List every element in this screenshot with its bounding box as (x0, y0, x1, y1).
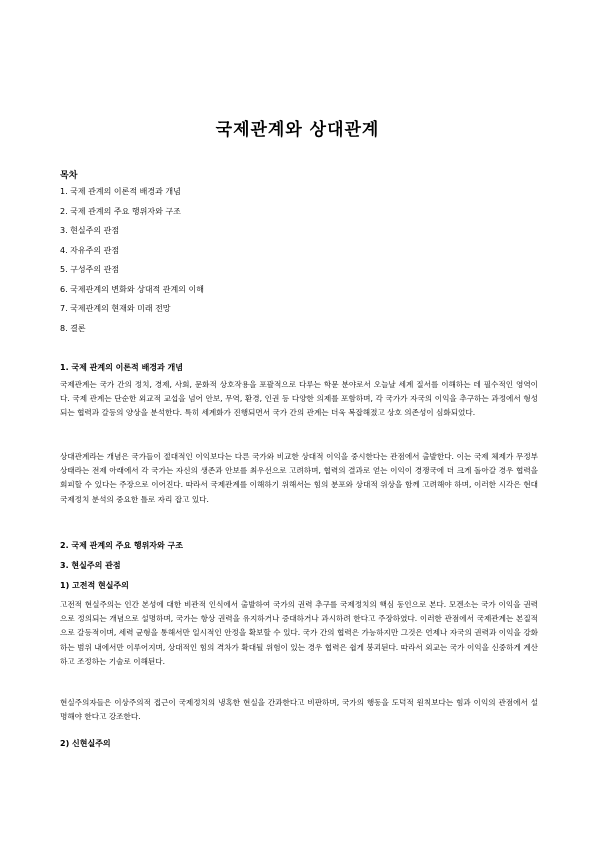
toc-item: 5. 구성주의 관점 (60, 265, 120, 274)
section-heading: 2. 국제 관계의 주요 행위자와 구조 (60, 541, 183, 550)
body-paragraph: 상대관계라는 개념은 국가들이 절대적인 이익보다는 다른 국가와 비교한 상대적 이익을 중시한다는 관점에서 출발한다. 이는 국제 체제가 무정부 상태라는 전제 아래에서 각 국가는 자신의 생존과 안보를 최우선으로 고려하며, 협력의 결과로 얻는 이익이 경쟁국에 더 크게 돌아갈 경우 협력을 회피할 수 있다는 주장으로 이어진다. 따라서 국제관계를 이해하기 위해서는 힘의 분포와 상대적 위상을 함께 고려해야 하며, 이러한 시각은 현대 국제정치 분석의 중요한 틀로 자리 잡고 있다. (60, 452, 538, 504)
toc-item: 2. 국제 관계의 주요 행위자와 구조 (60, 206, 181, 216)
toc-item: 8. 결론 (60, 323, 86, 333)
toc-heading: 목차 (60, 171, 78, 181)
toc-item: 7. 국제관계의 현재와 미래 전망 (60, 304, 171, 313)
toc-item: 1. 국제 관계의 이론적 배경과 개념 (60, 187, 181, 196)
section-heading: 3. 현실주의 관점 (60, 561, 121, 570)
toc-item: 3. 현실주의 관점 (60, 226, 120, 235)
section-heading: 1. 국제 관계의 이론적 배경과 개념 (60, 363, 183, 372)
body-paragraph: 현실주의자들은 이상주의적 접근이 국제정치의 냉혹한 현실을 간과한다고 비판하며, 국가의 행동을 도덕적 원칙보다는 힘과 이익의 관점에서 설명해야 한다고 강조한다. (60, 698, 538, 722)
subsection-heading: 2) 신현실주의 (60, 739, 111, 748)
body-paragraph: 고전적 현실주의는 인간 본성에 대한 비관적 인식에서 출발하여 국가의 권력 추구를 국제정치의 핵심 동인으로 본다. 모겐소는 국가 이익을 권력으로 정의되는 개념으로 설명하며, 국가는 항상 권력을 유지하거나 증대하거나 과시하려 한다고 주장하였다. 이러한 관점에서 국제관계는 본질적으로 갈등적이며, 세력 균형을 통해서만 일시적인 안정을 확보할 수 있다. 국가 간의 협력은 가능하지만 그것은 언제나 자국의 권력과 이익을 강화하는 범위 내에서만 이루어지며, 상대적인 힘의 격차가 확대될 위험이 있는 경우 협력은 쉽게 붕괴된다. 따라서 외교는 국가 이익을 신중하게 계산하고 조정하는 기술로 이해된다. (60, 600, 538, 666)
subsection-heading: 1) 고전적 현실주의 (60, 581, 129, 590)
toc-item: 4. 자유주의 관점 (60, 245, 120, 255)
document-title: 국제관계와 상대관계 (215, 120, 380, 140)
table-of-contents (60, 186, 204, 342)
toc-item: 6. 국제관계의 변화와 상대적 관계의 이해 (60, 284, 204, 294)
body-paragraph: 국제관계는 국가 간의 정치, 경제, 사회, 문화적 상호작용을 포괄적으로 다루는 학문 분야로서 오늘날 세계 질서를 이해하는 데 필수적인 영역이다. 국제 관계는 단순한 외교적 교섭을 넘어 안보, 무역, 환경, 인권 등 다양한 의제를 포함하며, 각 국가가 자국의 이익을 추구하는 과정에서 형성되는 협력과 갈등의 양상을 분석한다. 특히 세계화가 진행되면서 국가 간의 관계는 더욱 복잡해졌고 상호 의존성이 심화되었다. (60, 380, 538, 418)
